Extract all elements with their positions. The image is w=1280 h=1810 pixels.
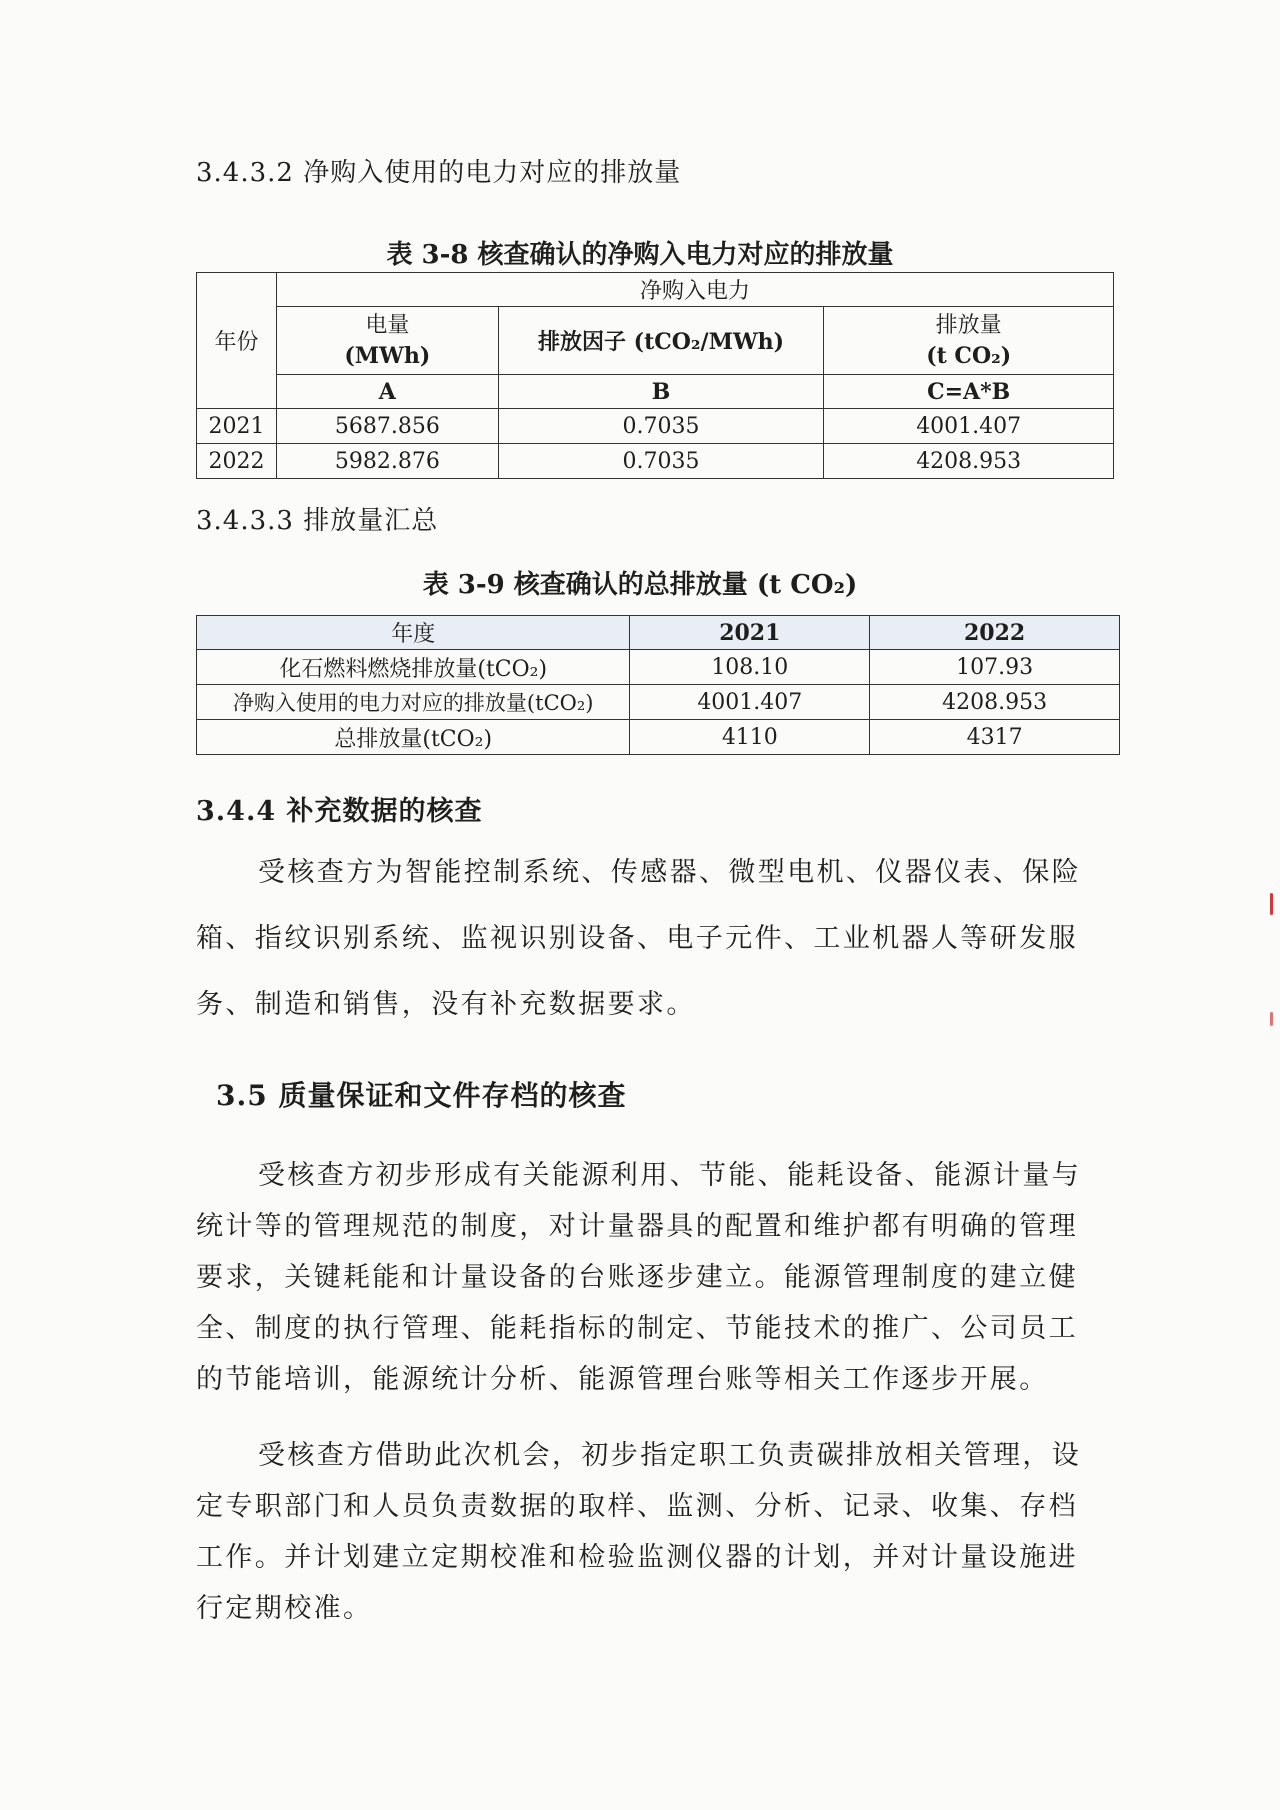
group-header: 净购入电力 xyxy=(276,273,1113,307)
value-2022: 4317 xyxy=(870,720,1120,755)
table-3-9 xyxy=(196,615,1120,755)
table-row xyxy=(197,685,1120,720)
value-2022: 107.93 xyxy=(870,650,1120,685)
table-row xyxy=(197,720,1120,755)
value-2021: 4110 xyxy=(630,720,870,755)
emission-cell: 4208.953 xyxy=(824,444,1114,479)
section-heading-3-4-3-3: 3.4.3.3 排放量汇总 xyxy=(196,506,439,536)
paragraph-data-management: 受核查方借助此次机会，初步指定职工负责碳排放相关管理，设定专职部门和人员负责数据的取样、监测、分析、记录、收集、存档工作。并计划建立定期校准和检验监测仪器的计划，并对计量设施进行定期校准。 xyxy=(196,1440,1082,1624)
header-year: 年度 xyxy=(197,616,630,650)
table-row xyxy=(197,444,1114,479)
year-cell: 2022 xyxy=(197,444,277,479)
factor-header: 排放因子 (tCO₂/MWh) xyxy=(498,307,824,375)
row-label: 净购入使用的电力对应的排放量(tCO₂) xyxy=(197,685,630,720)
section-heading-3-4-4: 3.4.4 补充数据的核查 xyxy=(196,796,483,827)
col-code-a: A xyxy=(276,375,498,409)
seal-edge-mark xyxy=(1270,1012,1273,1026)
table-row xyxy=(197,409,1114,444)
table-row xyxy=(197,650,1120,685)
row-label: 总排放量(tCO₂) xyxy=(197,720,630,755)
col-code-c: C=A*B xyxy=(824,375,1114,409)
row-label: 化石燃料燃烧排放量(tCO₂) xyxy=(197,650,630,685)
header-2021: 2021 xyxy=(630,616,870,650)
electricity-header xyxy=(276,307,498,375)
header-2022: 2022 xyxy=(870,616,1120,650)
year-cell: 2021 xyxy=(197,409,277,444)
col-code-b: B xyxy=(498,375,824,409)
paragraph-quality-assurance: 受核查方初步形成有关能源利用、节能、能耗设备、能源计量与统计等的管理规范的制度，对计量器具的配置和维护都有明确的管理要求，关键耗能和计量设备的台账逐步建立。能源管理制度的建立健全、制度的执行管理、能耗指标的制定、节能技术的推广、公司员工的节能培训，能源统计分析、能源管理台账等相关工作逐步开展。 xyxy=(196,1160,1082,1395)
table-3-8-caption: 表 3-8 核查确认的净购入电力对应的排放量 xyxy=(386,240,894,270)
section-heading-3-4-3-2: 3.4.3.2 净购入使用的电力对应的排放量 xyxy=(196,158,682,188)
value-2021: 4001.407 xyxy=(630,685,870,720)
emission-unit: (t CO₂) xyxy=(926,342,1012,369)
year-header: 年份 xyxy=(197,273,277,409)
table-3-8 xyxy=(196,272,1114,479)
value-2022: 4208.953 xyxy=(870,685,1120,720)
value-2021: 108.10 xyxy=(630,650,870,685)
electricity-unit: (MWh) xyxy=(344,342,431,369)
table-3-9-caption: 表 3-9 核查确认的总排放量 (t CO₂) xyxy=(422,570,858,600)
electricity-name: 电量 xyxy=(365,312,410,338)
section-heading-3-5: 3.5 质量保证和文件存档的核查 xyxy=(216,1079,627,1112)
electricity-cell: 5687.856 xyxy=(276,409,498,444)
paragraph-supplementary-data: 受核查方为智能控制系统、传感器、微型电机、仪器仪表、保险箱、指纹识别系统、监视识别设备、电子元件、工业机器人等研发服务、制造和销售，没有补充数据要求。 xyxy=(196,857,1082,1020)
emission-cell: 4001.407 xyxy=(824,409,1114,444)
factor-cell: 0.7035 xyxy=(498,444,824,479)
emission-name: 排放量 xyxy=(935,312,1002,338)
seal-edge-mark xyxy=(1270,893,1273,915)
emission-header xyxy=(824,307,1114,375)
factor-cell: 0.7035 xyxy=(498,409,824,444)
electricity-cell: 5982.876 xyxy=(276,444,498,479)
